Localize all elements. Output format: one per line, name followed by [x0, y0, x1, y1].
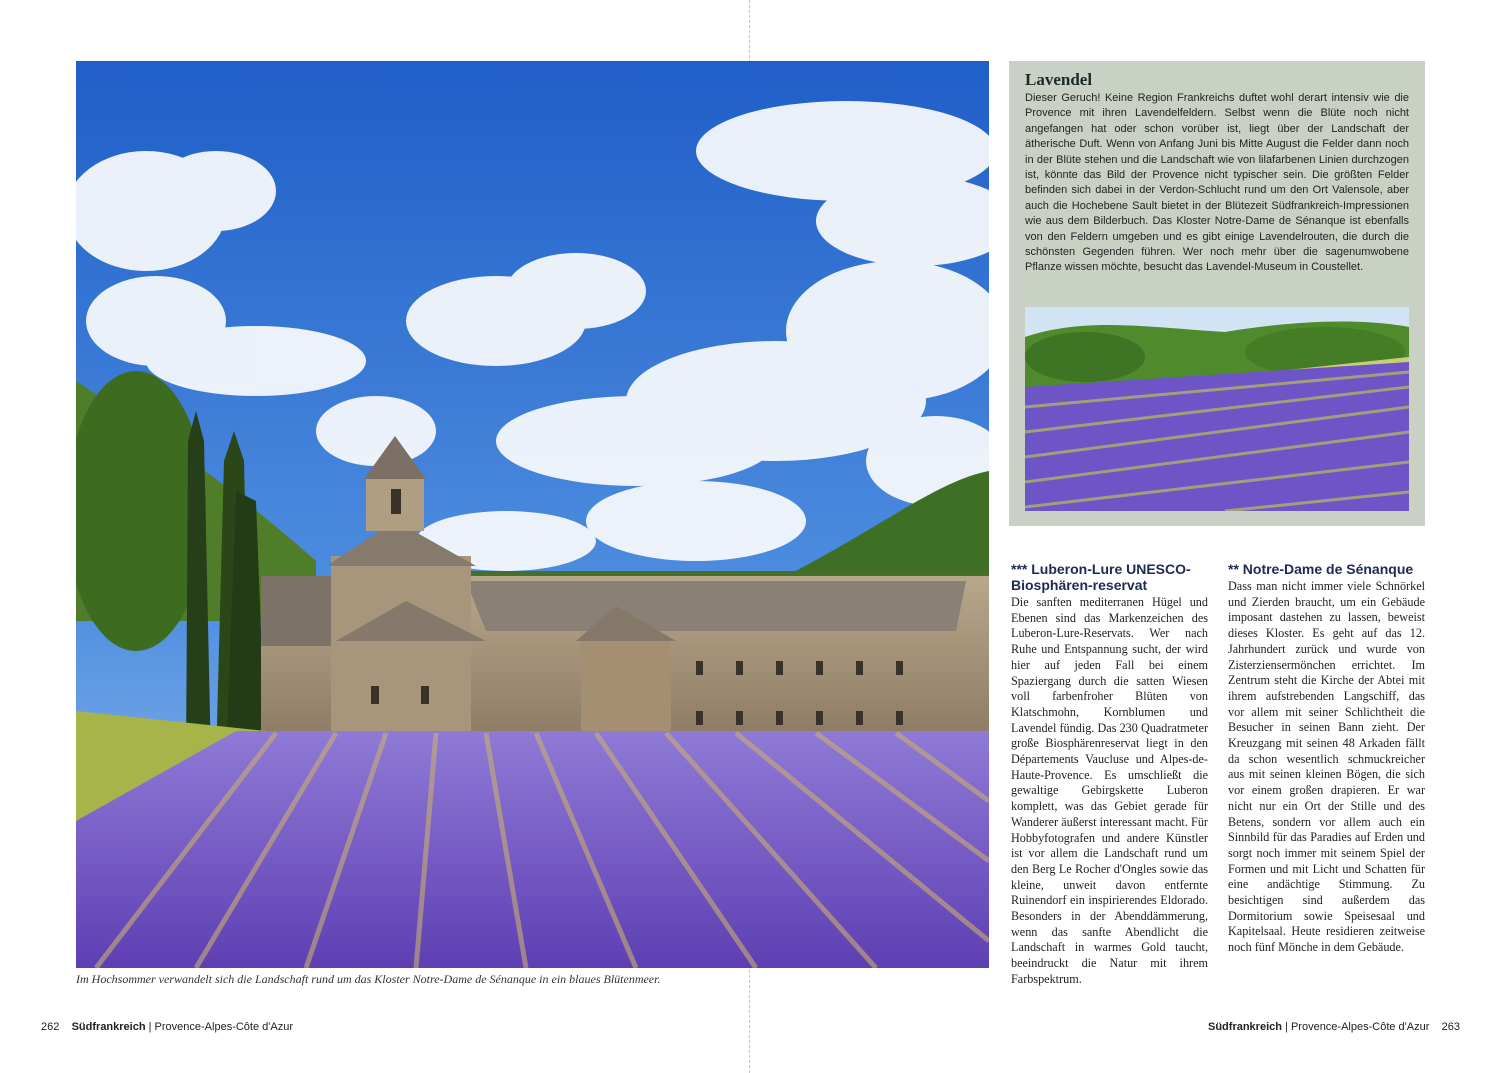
footer-subregion-right: Provence-Alpes-Côte d'Azur [1290, 1021, 1430, 1033]
footer-right: Südfrankreich | Provence-Alpes-Côte d'Azur 263 [1208, 1021, 1460, 1033]
footer-left: 262 Südfrankreich | Provence-Alpes-Côte d'Azur [41, 1021, 293, 1033]
section-text: Dass man nicht immer viele Schnörkel und Zierden braucht, um ein Gebäude imposant dastehen zu lassen, beweist dieses Kloster. Es geht auf das 12. Jahrhundert zurück und wurde von Zisterziensermönchen errichtet. Im Zentrum steht die Kirche der Abtei mit ihrem aufstrebenden Langschiff, das vor allem mit seiner Schlichtheit die Besucher in seinen Bann zieht. Der Kreuzgang mit seinen 48 Arkaden fällt da schon wesentlich schmuckreicher aus mit seinen kleinen Bögen, die sich vor einem großen drapieren. Er war nicht nur ein Ort der Stille und des Betens, sondern vor allem auch ein Sinnbild für das Paradies auf Erden und sorgt noch immer mit seinem Spiel der Formen und mit Licht und Schatten für eine andächtige Stimmung. Zu besichtigen sind außerdem das Dormitorium sowie Speisesaal und Kapitelsaal. Heute residieren zeitweise noch fünf Mönche in dem Gebäude. [1228, 579, 1425, 955]
section-senanque [1228, 561, 1425, 956]
infobox-photo [1025, 307, 1409, 511]
photo-caption: Im Hochsommer verwandelt sich die Landschaft rund um das Kloster Notre-Dame de Sénanque in ein blaues Blütenmeer. [76, 972, 661, 986]
lavender-rows-image [1025, 307, 1409, 511]
lavender-infobox [1009, 61, 1425, 526]
footer-subregion-left: Provence-Alpes-Côte d'Azur [154, 1021, 293, 1033]
page-number-left: 262 [41, 1021, 60, 1033]
section-text: Die sanften mediterranen Hügel und Ebenen sind das Markenzeichen des Luberon-Lure-Reservats. Wer nach Ruhe und Entspannung sucht, der wird hier auf jeden Fall bei einem Spaziergang durch die satten Wiesen voll farbenfroher Blüten von Klatschmohn, Kornblumen und Lavendel fündig. Das 230 Quadratmeter große Biosphärenreservat liegt in den Départements Vaucluse und Alpes-de-Haute-Provence. Es umschließt die gewaltige Gebirgskette Luberon komplett, was das Gebiet gerade für Wanderer äußerst interessant macht. Für Hobbyfotografen und andere Künstler ist vor allem die Landschaft rund um den Berg Le Rocher d'Ongles sowie das kleine, unweit davon entfernte Ruinendorf ein inspirierendes Eldorado. Besonders in der Abenddämmerung, wenn das sanfte Abendlicht die Landschaft in warmes Gold taucht, beeindruckt die Natur mit ihrem Farbspektrum. [1011, 595, 1208, 986]
footer-region-right: Südfrankreich [1208, 1021, 1282, 1033]
section-heading: *** Luberon-Lure UNESCO-Biosphären-reservat [1011, 561, 1191, 593]
footer-region-left: Südfrankreich [71, 1021, 146, 1033]
infobox-text: Dieser Geruch! Keine Region Frankreichs duftet wohl derart intensiv wie die Provence mit ihren Lavendelfeldern. Selbst wenn die Blüte noch nicht angefangen hat oder schon vorüber ist, liegt über der Landschaft der ätherische Duft. Wenn von Anfang Juni bis Mitte August die Felder dann noch in der Blüte stehen und die Landschaft wie von lilafarbenen Linien durchzogen ist, könnte das Bild der Provence nicht typischer sein. Die größten Felder befinden sich dabei in der Verdon-Schlucht rund um den Ort Valensole, aber auch die Hochebene Sault bietet in der Blütezeit Südfrankreich-Impressionen wie aus dem Bilderbuch. Das Kloster Notre-Dame de Sénanque ist ebenfalls von den Feldern umgeben und es gibt einige Lavendelrouten, die durch die schönsten Gegenden führen. Wer noch mehr über die sagenumwobene Pflanze wissen möchte, besucht das Lavendel-Museum in Coustellet. [1025, 92, 1409, 274]
main-photo [76, 61, 989, 968]
infobox-title: Lavendel [1025, 70, 1093, 89]
abbey-lavender-image [76, 61, 989, 968]
section-luberon [1011, 561, 1208, 988]
section-heading: ** Notre-Dame de Sénanque [1228, 561, 1414, 577]
page-number-right: 263 [1441, 1021, 1460, 1033]
